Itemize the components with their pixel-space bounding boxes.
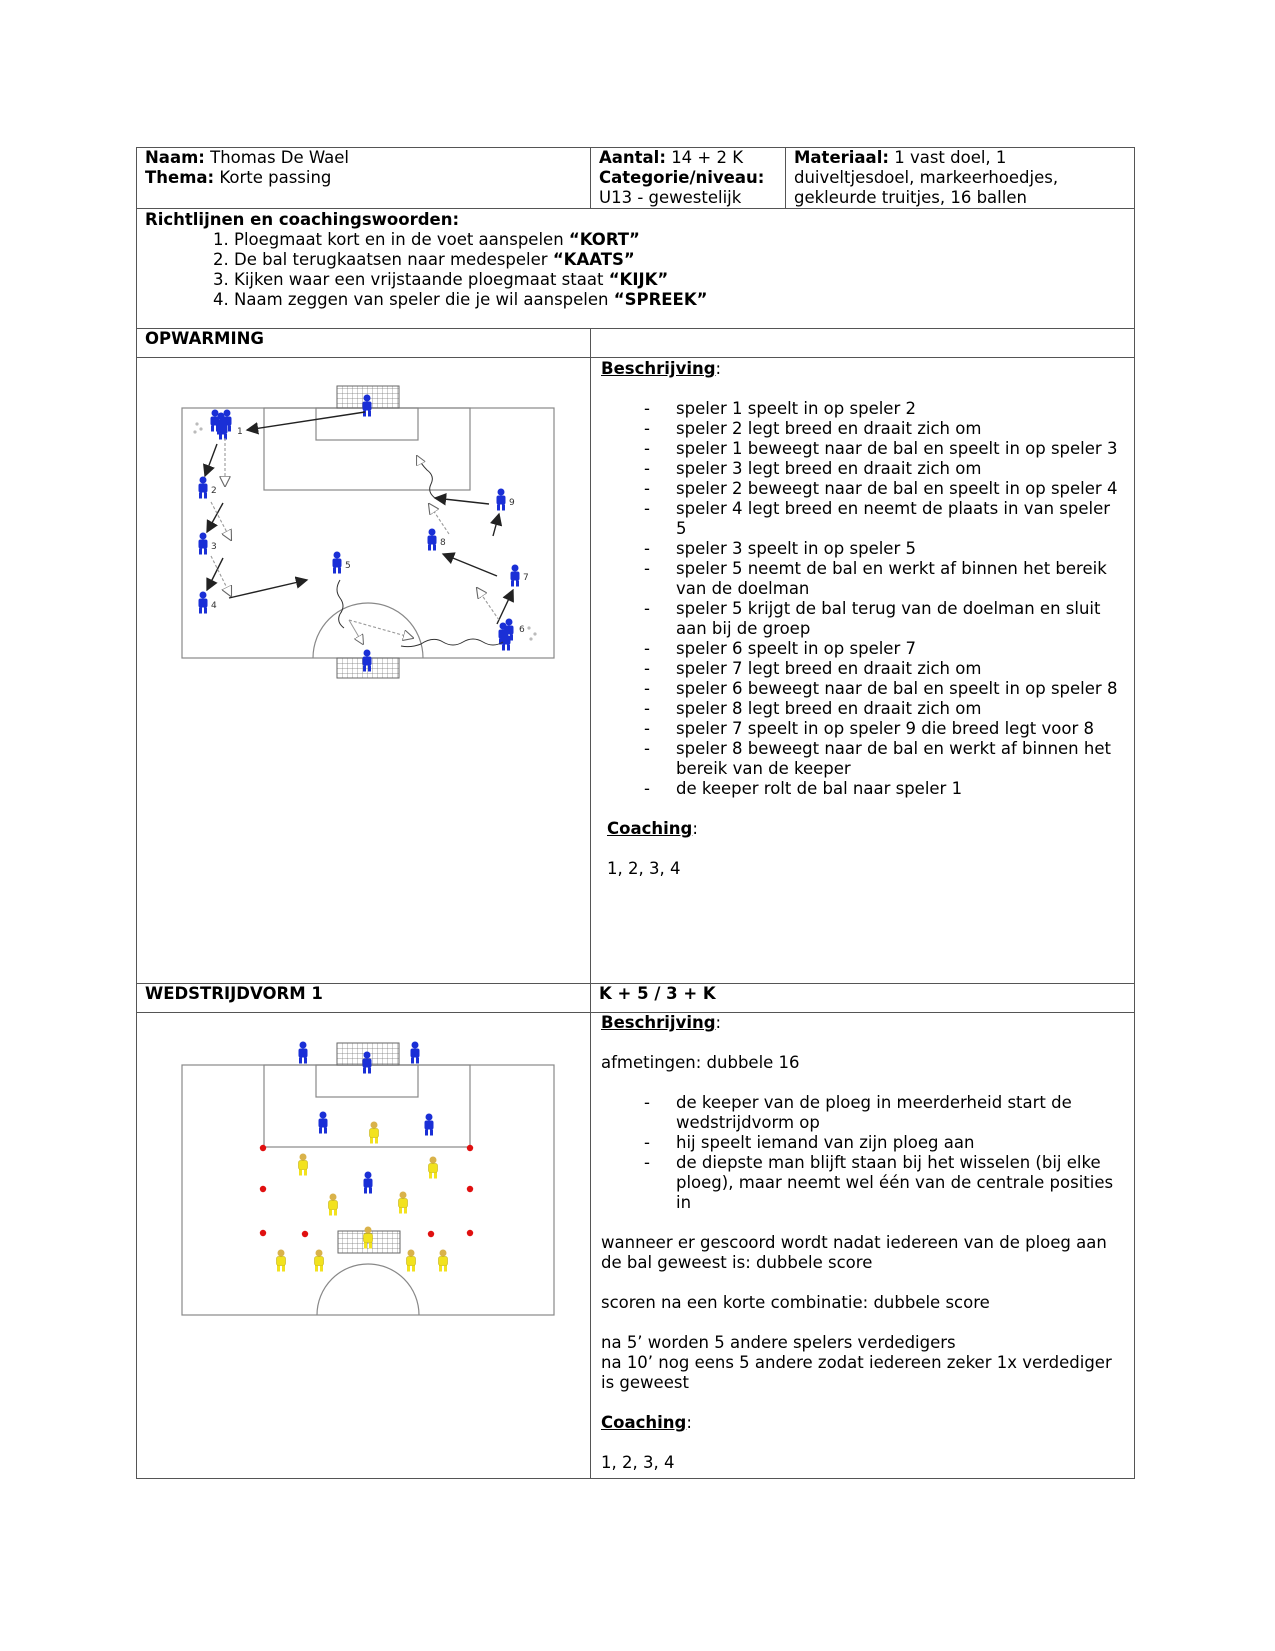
richtlijnen-row bbox=[137, 209, 1135, 329]
wedstrijdvorm-steps bbox=[601, 1093, 1124, 1213]
step-item: - speler 3 legt breed en draait zich om bbox=[644, 459, 1124, 479]
opwarming-text-cell: Beschrijving: - speler 1 speelt in op speler 2 - speler 2 legt breed en draait zich om - speler 1 beweegt naar de bal en speelt in op speler 3 - speler 3 legt breed en draait zich om - speler 2 beweegt naar de bal en speelt in op speler 4 - speler 4 legt breed en neemt de plaats in van speler 5 - speler 3 speelt in op speler 5 - speler 5 neemt de bal en werkt af binnen het bereik van de doelman - speler 5 krijgt de bal terug van de doelman en sluit aan bij de groep - speler 6 speelt in op speler 7 - speler 7 legt breed en draait zich om - speler 6 beweegt naar de bal en speelt in op speler 8 - speler 8 legt breed en draait zich om - speler 7 speelt in op speler 9 die breed legt voor 8 - speler 8 beweegt naar de bal en werkt af binnen het bereik van de keeper - de keeper rolt de bal naar speler 1 Coaching: 1, 2, 3, 4 bbox=[591, 358, 1135, 984]
wedstrijdvorm-content-row bbox=[137, 1013, 1135, 1479]
coaching-value: 1, 2, 3, 4 bbox=[607, 859, 681, 878]
beschrijving-label: Beschrijving bbox=[601, 359, 716, 378]
opwarming-right-title bbox=[591, 329, 1135, 358]
categorie-value: U13 - gewestelijk bbox=[599, 188, 742, 207]
step-item: - de diepste man blijft staan bij het wisselen (bij elke ploeg), maar neemt wel één van de centrale posities in bbox=[644, 1153, 1124, 1213]
step-item: - speler 3 speelt in op speler 5 bbox=[644, 539, 1124, 559]
aantal-cell bbox=[591, 148, 786, 209]
opwarming-title: OPWARMING bbox=[137, 329, 591, 358]
richtlijn-item bbox=[234, 230, 1126, 250]
richtlijnen-cell bbox=[137, 209, 1135, 329]
richtlijnen-title: Richtlijnen en coachingswoorden: bbox=[145, 210, 460, 229]
diagram-label-4: 4 bbox=[211, 601, 217, 611]
step-item: - hij speelt iemand van zijn ploeg aan bbox=[644, 1133, 1124, 1153]
diagram-label-9: 9 bbox=[509, 498, 515, 508]
step-item: - de keeper rolt de bal naar speler 1 bbox=[644, 779, 1124, 799]
materiaal-line2: duiveltjesdoel, markeerhoedjes, bbox=[794, 168, 1059, 187]
richtlijn-item bbox=[234, 290, 1126, 310]
rotation-rule-2: na 10’ nog eens 5 andere zodat iedereen zeker 1x verdediger is geweest bbox=[601, 1353, 1112, 1392]
richtlijn-text: Kijken waar een vrijstaande ploegmaat staat bbox=[234, 270, 609, 289]
categorie-label: Categorie/niveau: bbox=[599, 168, 765, 187]
match-diagram bbox=[137, 1013, 591, 1473]
richtlijn-keyword: “KAATS” bbox=[552, 250, 635, 269]
richtlijn-item bbox=[234, 250, 1126, 270]
richtlijn-text: De bal terugkaatsen naar medespeler bbox=[234, 250, 553, 269]
step-item: - speler 4 legt breed en neemt de plaats in van speler 5 bbox=[644, 499, 1124, 539]
diagram-label-7: 7 bbox=[523, 573, 529, 583]
step-item: - de keeper van de ploeg in meerderheid start de wedstrijdvorm op bbox=[644, 1093, 1124, 1133]
richtlijnen-list bbox=[145, 230, 1126, 310]
pitch-outline bbox=[182, 1065, 554, 1315]
thema-label: Thema: bbox=[145, 168, 215, 187]
header-row bbox=[137, 148, 1135, 209]
materiaal-line1: 1 vast doel, 1 bbox=[894, 148, 1007, 167]
step-item: - speler 8 legt breed en draait zich om bbox=[644, 699, 1124, 719]
wedstrijdvorm-title-row bbox=[137, 984, 1135, 1013]
diagram-label-5: 5 bbox=[345, 561, 351, 571]
richtlijn-keyword: “SPREEK” bbox=[613, 290, 708, 309]
aantal-value: 14 + 2 K bbox=[671, 148, 744, 167]
coaching-value: 1, 2, 3, 4 bbox=[601, 1453, 675, 1472]
step-item: - speler 8 beweegt naar de bal en werkt af binnen het bereik van de keeper bbox=[644, 739, 1124, 779]
step-item: - speler 5 neemt de bal en werkt af binnen het bereik van de doelman bbox=[644, 559, 1124, 599]
richtlijn-text: Ploegmaat kort en in de voet aanspelen bbox=[234, 230, 569, 249]
diagram-label-3: 3 bbox=[211, 542, 217, 552]
step-item: - speler 1 beweegt naar de bal en speelt in op speler 3 bbox=[644, 439, 1124, 459]
warmup-diagram bbox=[137, 358, 591, 978]
step-item: - speler 6 speelt in op speler 7 bbox=[644, 639, 1124, 659]
richtlijn-keyword: “KIJK” bbox=[608, 270, 669, 289]
naam-value: Thomas De Wael bbox=[210, 148, 349, 167]
materiaal-cell bbox=[786, 148, 1135, 209]
materiaal-label: Materiaal: bbox=[794, 148, 889, 167]
thema-value: Korte passing bbox=[219, 168, 332, 187]
score-rule-2: scoren na een korte combinatie: dubbele score bbox=[601, 1293, 990, 1312]
rotation-rule-1: na 5’ worden 5 andere spelers verdedigers bbox=[601, 1333, 956, 1352]
training-table bbox=[136, 147, 1135, 1479]
score-rule-1: wanneer er gescoord wordt nadat iedereen van de ploeg aan de bal geweest is: dubbele score bbox=[601, 1233, 1107, 1272]
opwarming-content-row bbox=[137, 358, 1135, 984]
diagram-label-1: 1 bbox=[237, 427, 243, 437]
materiaal-line3: gekleurde truitjes, 16 ballen bbox=[794, 188, 1027, 207]
step-item: - speler 1 speelt in op speler 2 bbox=[644, 399, 1124, 419]
session-sheet bbox=[136, 147, 1134, 1479]
opwarming-title-row bbox=[137, 329, 1135, 358]
wedstrijdvorm-text-cell: Beschrijving: afmetingen: dubbele 16 - de keeper van de ploeg in meerderheid start de wedstrijdvorm op - hij speelt iemand van zijn ploeg aan - de diepste man blijft staan bij het wisselen (bij elke ploeg), maar neemt wel één van de centrale posities in wanneer er gescoord wordt nadat iedereen van de ploeg aan de bal geweest is: dubbele score scoren na een korte combinatie: dubbele score na 5’ worden 5 andere spelers verdedigers na 10’ nog eens 5 andere zodat iedereen zeker 1x verdediger is geweest Coaching: 1, 2, 3, 4 bbox=[591, 1013, 1135, 1479]
naam-label: Naam: bbox=[145, 148, 205, 167]
richtlijn-text: Naam zeggen van speler die je wil aanspelen bbox=[234, 290, 614, 309]
afmetingen-text: afmetingen: dubbele 16 bbox=[601, 1053, 800, 1072]
diagram-label-2: 2 bbox=[211, 486, 217, 496]
aantal-label: Aantal: bbox=[599, 148, 666, 167]
diagram-label-6: 6 bbox=[519, 625, 525, 635]
step-item: - speler 2 beweegt naar de bal en speelt in op speler 4 bbox=[644, 479, 1124, 499]
coaching-label: Coaching bbox=[601, 1413, 687, 1432]
opwarming-diagram-cell bbox=[137, 358, 591, 984]
coaching-label: Coaching bbox=[607, 819, 693, 838]
wedstrijdvorm-title: WEDSTRIJDVORM 1 bbox=[137, 984, 591, 1013]
step-item: - speler 6 beweegt naar de bal en speelt in op speler 8 bbox=[644, 679, 1124, 699]
diagram-label-8: 8 bbox=[440, 538, 446, 548]
richtlijn-item bbox=[234, 270, 1126, 290]
opwarming-steps bbox=[601, 399, 1124, 799]
step-item: - speler 5 krijgt de bal terug van de doelman en sluit aan bij de groep bbox=[644, 599, 1124, 639]
wedstrijdvorm-right-title: K + 5 / 3 + K bbox=[591, 984, 1135, 1013]
richtlijn-keyword: “KORT” bbox=[568, 230, 640, 249]
wedstrijdvorm-diagram-cell bbox=[137, 1013, 591, 1479]
step-item: - speler 7 legt breed en draait zich om bbox=[644, 659, 1124, 679]
beschrijving-label: Beschrijving bbox=[601, 1013, 716, 1032]
step-item: - speler 2 legt breed en draait zich om bbox=[644, 419, 1124, 439]
step-item: - speler 7 speelt in op speler 9 die breed legt voor 8 bbox=[644, 719, 1124, 739]
naam-cell bbox=[137, 148, 591, 209]
